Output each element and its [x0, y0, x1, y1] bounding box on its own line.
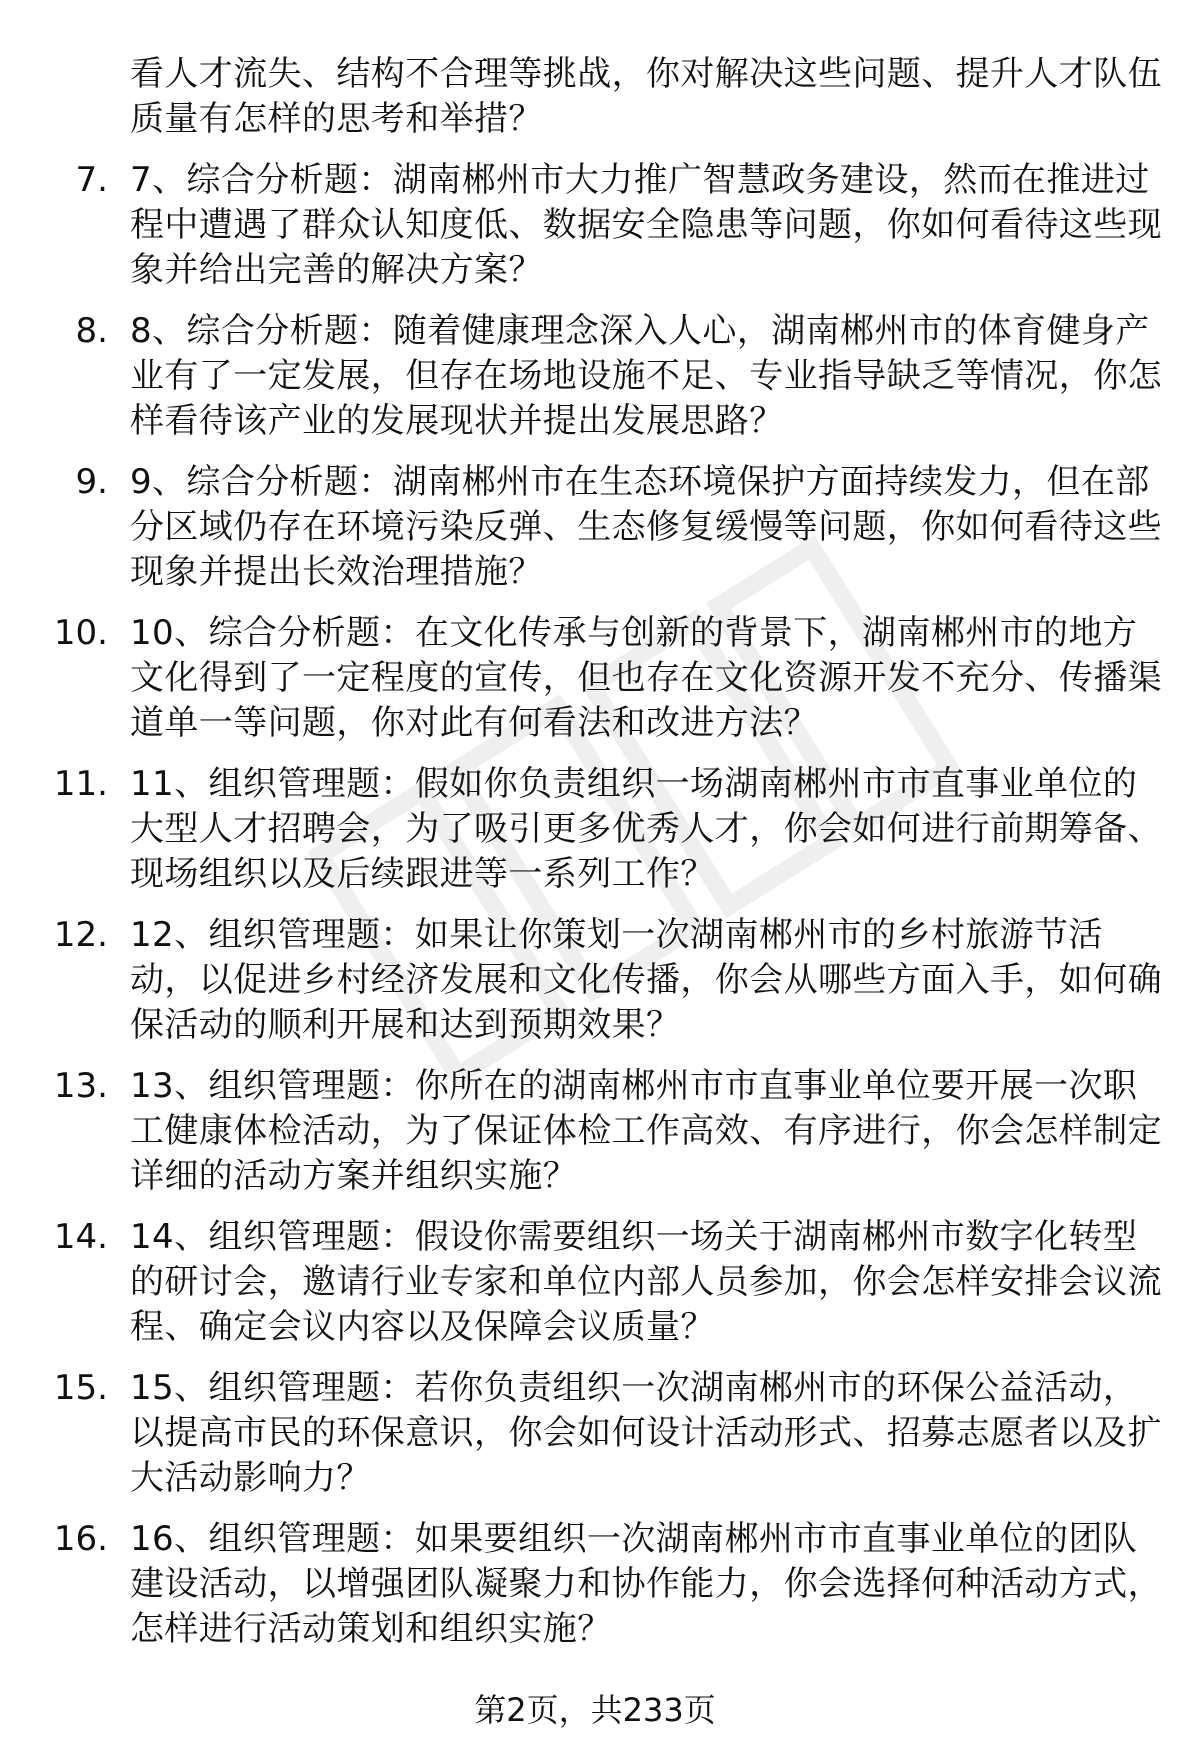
question-number: 13.	[53, 1066, 108, 1106]
question-number: 8.	[75, 311, 108, 351]
question-text: 9、综合分析题：湖南郴州市在生态环境保护方面持续发力，但在部分区域仍存在环境污染反弹、生态修复缓慢等问题，你如何看待这些现象并提出长效治理措施？	[130, 462, 1162, 592]
question-text: 15、组织管理题：若你负责组织一次湖南郴州市的环保公益活动，以提高市民的环保意识，你会如何设计活动形式、招募志愿者以及扩大活动影响力？	[130, 1368, 1162, 1498]
question-text: 11、组织管理题：假如你负责组织一场湖南郴州市市直事业单位的大型人才招聘会，为了吸引更多优秀人才，你会如何进行前期筹备、现场组织以及后续跟进等一系列工作？	[130, 764, 1162, 894]
question-item	[0, 1215, 1190, 1366]
question-item	[0, 762, 1190, 913]
question-text: 13、组织管理题：你所在的湖南郴州市市直事业单位要开展一次职工健康体检活动，为了保证体检工作高效、有序进行，你会怎样制定详细的活动方案并组织实施？	[130, 1066, 1162, 1196]
question-text: 7、综合分析题：湖南郴州市大力推广智慧政务建设，然而在推进过程中遭遇了群众认知度低、数据安全隐患等问题，你如何看待这些现象并给出完善的解决方案？	[130, 160, 1162, 290]
question-number: 9.	[75, 462, 108, 502]
question-text: 10、综合分析题：在文化传承与创新的背景下，湖南郴州市的地方文化得到了一定程度的宣传，但也存在文化资源开发不充分、传播渠道单一等问题，你对此有何看法和改进方法？	[130, 613, 1162, 743]
question-number: 16.	[53, 1519, 108, 1559]
question-number: 11.	[53, 764, 108, 804]
question-text: 12、组织管理题：如果让你策划一次湖南郴州市的乡村旅游节活动，以促进乡村经济发展和文化传播，你会从哪些方面入手，如何确保活动的顺利开展和达到预期效果？	[130, 915, 1162, 1045]
question-number: 10.	[53, 613, 108, 653]
page-footer: 第2页，共233页	[474, 1691, 716, 1729]
question-text: 16、组织管理题：如果要组织一次湖南郴州市市直事业单位的团队建设活动，以增强团队凝聚力和协作能力，你会选择何种活动方式，怎样进行活动策划和组织实施？	[130, 1519, 1162, 1649]
question-number: 15.	[53, 1368, 108, 1408]
question-item	[0, 913, 1190, 1064]
question-item	[0, 1517, 1190, 1668]
question-number: 14.	[53, 1217, 108, 1257]
question-number: 7.	[75, 160, 108, 200]
question-item	[0, 158, 1190, 309]
question-item	[0, 460, 1190, 611]
question-list	[0, 158, 1190, 1668]
question-item	[0, 1366, 1190, 1517]
question-number: 12.	[53, 915, 108, 955]
question-item	[0, 611, 1190, 762]
question-item	[0, 1064, 1190, 1215]
question-text: 14、组织管理题：假设你需要组织一场关于湖南郴州市数字化转型的研讨会，邀请行业专家和单位内部人员参加，你会怎样安排会议流程、确定会议内容以及保障会议质量？	[130, 1217, 1162, 1347]
question-item	[0, 309, 1190, 460]
continuation-paragraph: 看人才流失、结构不合理等挑战，你对解决这些问题、提升人才队伍质量有怎样的思考和举措？	[130, 54, 1162, 139]
question-text: 8、综合分析题：随着健康理念深入人心，湖南郴州市的体育健身产业有了一定发展，但存在场地设施不足、专业指导缺乏等情况，你怎样看待该产业的发展现状并提出发展思路？	[130, 311, 1162, 441]
